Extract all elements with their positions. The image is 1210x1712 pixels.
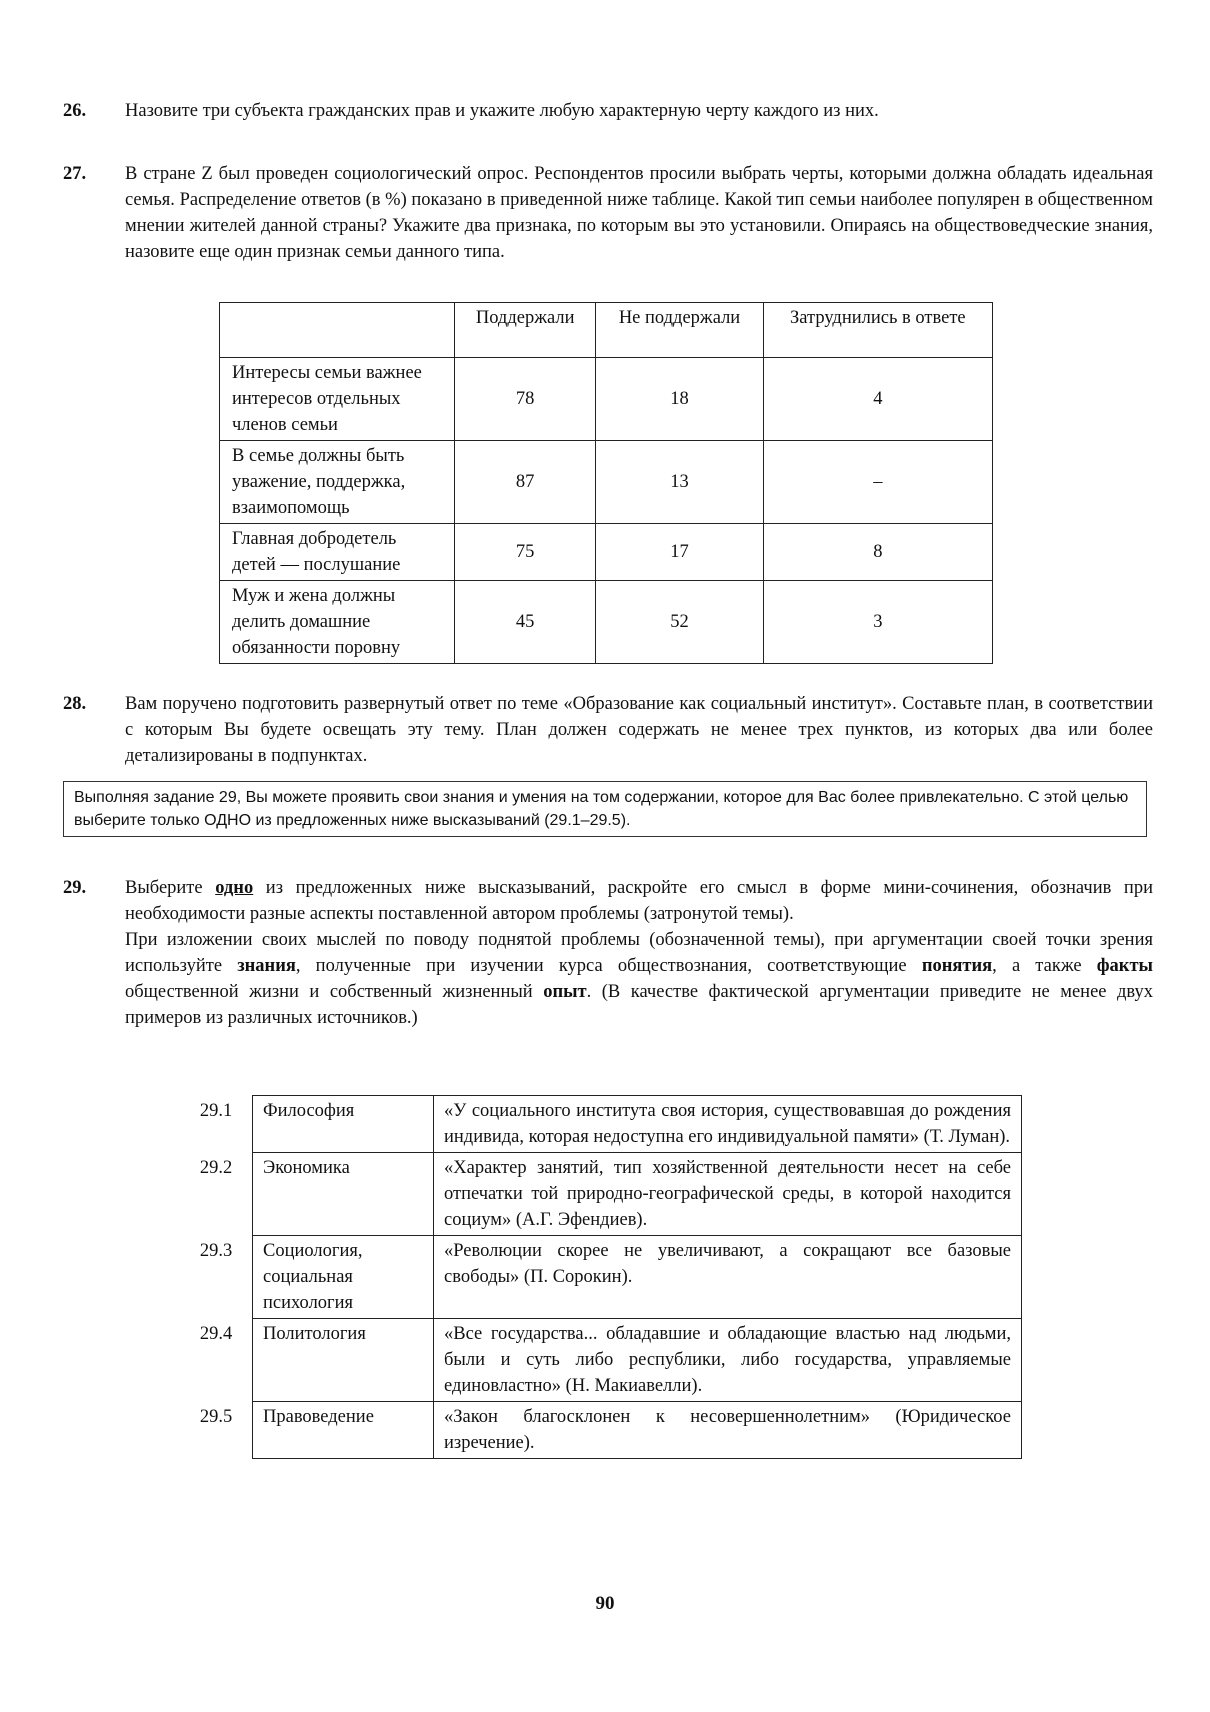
- question-number: 26.: [63, 101, 87, 121]
- topic-quote: «Все государства... обладавшие и обладающие властью над людьми, были и суть либо республики, либо государства, управляемые единовластно» (Н. Макиавелли).: [434, 1319, 1022, 1402]
- text-segment: При изложении своих мыслей по поводу поднятой проблемы (обозначенной темы), при аргументации своей точки зрения используйте: [125, 930, 1153, 976]
- question-number: 27.: [63, 164, 87, 184]
- emphasis-experience: опыт: [543, 982, 587, 1002]
- table-header: Не поддержали: [596, 303, 763, 358]
- question-number: 29.: [63, 878, 87, 898]
- question-27: [63, 161, 1153, 265]
- topic-subject: Экономика: [253, 1153, 434, 1236]
- cell-not-supported: 13: [596, 441, 763, 524]
- table-header-row: [220, 303, 993, 358]
- cell-supported: 75: [455, 524, 596, 581]
- topic-subject: Социология, социальная психология: [253, 1236, 434, 1319]
- topic-quote: «Революции скорее не увеличивают, а сокращают все базовые свободы» (П. Сорокин).: [434, 1236, 1022, 1319]
- question-number: 28.: [63, 694, 87, 714]
- question-text-paragraph-2: [125, 927, 1153, 1031]
- row-label: Муж и жена должны делить домашние обязанности поровну: [220, 581, 455, 664]
- emphasis-facts: факты: [1096, 956, 1153, 976]
- topic-number: 29.1: [199, 1100, 233, 1121]
- topic-row: [190, 1096, 1022, 1153]
- cell-not-supported: 52: [596, 581, 763, 664]
- cell-supported: 78: [455, 358, 596, 441]
- row-label: Интересы семьи важнее интересов отдельных членов семьи: [220, 358, 455, 441]
- question-text: В стране Z был проведен социологический опрос. Респондентов просили выбрать черты, которыми должна обладать идеальная семья. Распределение ответов (в %) показано в приведенной ниже таблице. Какой тип семьи наиболее популярен в общественном мнении жителей данной страны? Укажите два признака, по которым вы это установили. Опираясь на обществоведческие знания, назовите еще один признак семьи данного типа.: [125, 164, 1153, 262]
- emphasis-one: одно: [215, 878, 254, 898]
- topic-number: 29.3: [199, 1240, 233, 1261]
- page-number: 90: [595, 1593, 615, 1614]
- survey-table: [219, 302, 993, 664]
- cell-undecided: 4: [763, 358, 992, 441]
- topic-row: [190, 1236, 1022, 1319]
- table-row: [220, 441, 993, 524]
- cell-undecided: 8: [763, 524, 992, 581]
- table-header: Поддержали: [455, 303, 596, 358]
- topics-table: [190, 1095, 1022, 1459]
- cell-not-supported: 18: [596, 358, 763, 441]
- topic-row: [190, 1153, 1022, 1236]
- topic-subject: Философия: [253, 1096, 434, 1153]
- table-header: [220, 303, 455, 358]
- row-label: Главная добродетель детей — послушание: [220, 524, 455, 581]
- emphasis-concepts: понятия: [921, 956, 993, 976]
- table-row: [220, 524, 993, 581]
- question-28: [63, 691, 1153, 769]
- question-text: Вам поручено подготовить развернутый ответ по теме «Образование как социальный институт». Составьте план, в соответствии с которым Вы будете освещать эту тему. План должен содержать не менее трех пунктов, из которых два или более детализированы в подпунктах.: [125, 694, 1153, 766]
- topic-row: [190, 1402, 1022, 1459]
- question-text-paragraph-1: [125, 875, 1153, 927]
- topic-quote: «Закон благосклонен к несовершеннолетним» (Юридическое изречение).: [434, 1402, 1022, 1459]
- text-segment: . (В качестве фактической аргументации приведите не менее двух примеров из различных источников.): [125, 982, 1153, 1028]
- topic-number: 29.5: [199, 1406, 233, 1427]
- text-segment: , полученные при изучении курса обществознания, соответствующие: [295, 956, 922, 976]
- topic-subject: Политология: [253, 1319, 434, 1402]
- text-segment: Выберите: [125, 878, 216, 898]
- emphasis-knowledge: знания: [237, 956, 296, 976]
- topic-number: 29.4: [199, 1323, 233, 1344]
- table-row: [220, 581, 993, 664]
- question-text: Назовите три субъекта гражданских прав и укажите любую характерную черту каждого из них.: [125, 101, 879, 121]
- topic-row: [190, 1319, 1022, 1402]
- instruction-note: Выполняя задание 29, Вы можете проявить свои знания и умения на том содержании, которое для Вас более привлекательно. С этой целью выберите только ОДНО из предложенных ниже высказываний (29.1–29.5).: [63, 781, 1147, 837]
- text-segment: из предложенных ниже высказываний, раскройте его смысл в форме мини-сочинения, обозначив при необходимости разные аспекты поставленной автором проблемы (затронутой темы).: [125, 878, 1153, 924]
- table-header: Затруднились в ответе: [763, 303, 992, 358]
- cell-supported: 45: [455, 581, 596, 664]
- topic-quote: «Характер занятий, тип хозяйственной деятельности несет на себе отпечатки той природно-географической среды, в которой находится социум» (А.Г. Эфендиев).: [434, 1153, 1022, 1236]
- question-26: [63, 98, 1153, 124]
- topic-number: 29.2: [199, 1157, 233, 1178]
- cell-not-supported: 17: [596, 524, 763, 581]
- cell-supported: 87: [455, 441, 596, 524]
- table-row: [220, 358, 993, 441]
- cell-undecided: –: [763, 441, 992, 524]
- topic-subject: Правоведение: [253, 1402, 434, 1459]
- topic-quote: «У социального института своя история, существовавшая до рождения индивида, которая недоступна его индивидуальной памяти» (Т. Луман).: [434, 1096, 1022, 1153]
- text-segment: , а также: [992, 956, 1097, 976]
- question-29: [63, 875, 1153, 1031]
- cell-undecided: 3: [763, 581, 992, 664]
- row-label: В семье должны быть уважение, поддержка, взаимопомощь: [220, 441, 455, 524]
- text-segment: общественной жизни и собственный жизненный: [125, 982, 544, 1002]
